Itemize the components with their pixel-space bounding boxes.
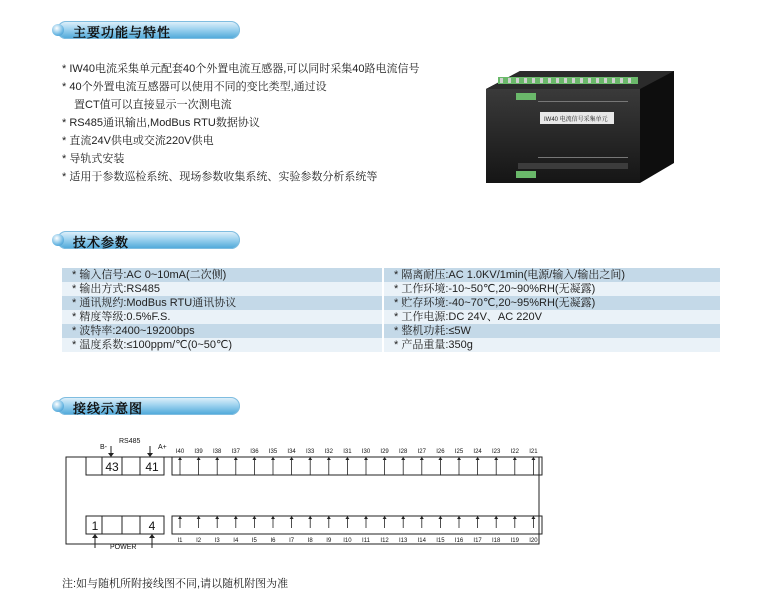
bottom-terminal-label: I6 xyxy=(270,538,276,544)
spec-cell: * 工作电源:DC 24V、AC 220V xyxy=(383,310,720,324)
spec-cell: * 通讯规约:ModBus RTU通讯协议 xyxy=(62,296,383,310)
bottom-terminal-label: I13 xyxy=(399,538,408,544)
feature-item: * 直流24V供电或交流220V供电 xyxy=(62,135,214,147)
title-bullet-icon xyxy=(52,400,64,412)
bottom-terminal-label: I14 xyxy=(417,538,426,544)
top-terminal-label: I26 xyxy=(436,449,445,455)
a-plus-label: A+ xyxy=(158,444,167,451)
spec-row xyxy=(62,338,720,352)
rs485-label: RS485 xyxy=(119,438,141,445)
bottom-terminal-label: I15 xyxy=(436,538,445,544)
section-title-text: 技术参数 xyxy=(73,235,130,250)
bottom-terminal-label: I10 xyxy=(343,538,352,544)
wiring-diagram xyxy=(60,425,560,555)
spec-cell: * 输出方式:RS485 xyxy=(62,282,383,296)
terminal-41: 41 xyxy=(145,460,159,474)
top-terminal-label: I28 xyxy=(399,449,408,455)
feature-item: * 导轨式安装 xyxy=(62,153,125,165)
section-title-specs xyxy=(57,231,240,249)
top-terminal-label: I38 xyxy=(213,449,222,455)
spec-cell: * 温度系数:≤100ppm/℃(0~50℃) xyxy=(62,338,383,352)
top-terminal-label: I27 xyxy=(417,449,426,455)
section-title-wiring xyxy=(57,397,240,415)
top-terminal-label: I37 xyxy=(231,449,240,455)
spec-row xyxy=(62,324,720,338)
bottom-terminal-label: I1 xyxy=(177,538,183,544)
top-terminal-label: I32 xyxy=(324,449,333,455)
feature-list xyxy=(62,60,452,186)
top-terminal-label: I31 xyxy=(343,449,352,455)
top-terminal-label: I22 xyxy=(510,449,519,455)
spec-row xyxy=(62,282,720,296)
top-terminal-label: I33 xyxy=(306,449,315,455)
section-title-text: 主要功能与特性 xyxy=(73,25,172,40)
bottom-terminal-label: I19 xyxy=(510,538,519,544)
feature-item: * IW40电流采集单元配套40个外置电流互感器,可以同时采集40路电流信号 xyxy=(62,63,420,75)
title-bullet-icon xyxy=(52,234,64,246)
footnote: 注:如与随机所附接线图不同,请以随机附图为准 xyxy=(62,578,289,590)
spec-cell: * 隔离耐压:AC 1.0KV/1min(电源/输入/输出之间) xyxy=(383,268,720,282)
top-terminal-label: I29 xyxy=(380,449,389,455)
spec-row xyxy=(62,310,720,324)
feature-item: * 40个外置电流互感器可以使用不同的变比类型,通过设 xyxy=(62,81,327,93)
top-terminal-strip xyxy=(172,457,542,475)
top-terminal-label: I34 xyxy=(287,449,296,455)
feature-item: 置CT值可以直接显示一次测电流 xyxy=(74,99,232,111)
top-terminal-label: I35 xyxy=(268,449,278,455)
top-terminal-label: I36 xyxy=(250,449,259,455)
bottom-terminal-label: I2 xyxy=(196,538,202,544)
spec-row xyxy=(62,296,720,310)
top-terminal-label: I25 xyxy=(454,449,464,455)
svg-text:IW40 电流信号采集单元: IW40 电流信号采集单元 xyxy=(544,117,608,123)
spec-table xyxy=(62,268,720,352)
spec-cell: * 产品重量:350g xyxy=(383,338,720,352)
spec-row xyxy=(62,268,720,282)
terminal-4: 4 xyxy=(148,519,156,533)
section-title-text: 接线示意图 xyxy=(73,401,144,416)
top-terminal-label: I30 xyxy=(361,449,371,455)
bottom-terminal-label: I4 xyxy=(233,538,239,544)
feature-item: * RS485通讯输出,ModBus RTU数据协议 xyxy=(62,117,260,129)
bottom-terminal-label: I9 xyxy=(326,538,332,544)
bottom-terminal-strip xyxy=(172,516,542,534)
feature-item: * 适用于参数巡检系统、现场参数收集系统、实验参数分析系统等 xyxy=(62,171,378,183)
bottom-terminal-label: I16 xyxy=(454,538,464,544)
bottom-terminal-label: I17 xyxy=(473,538,482,544)
terminal-43: 43 xyxy=(105,460,119,474)
power-label: POWER xyxy=(110,544,137,551)
top-terminal-label: I21 xyxy=(529,449,538,455)
bottom-terminal-label: I3 xyxy=(214,538,220,544)
spec-cell: * 精度等级:0.5%F.S. xyxy=(62,310,383,324)
title-bullet-icon xyxy=(52,24,64,36)
top-terminal-label: I39 xyxy=(194,449,203,455)
b-minus-label: B- xyxy=(100,444,107,451)
bottom-terminal-label: I20 xyxy=(529,538,538,544)
section-title-features xyxy=(57,21,240,39)
spec-cell: * 输入信号:AC 0~10mA(二次侧) xyxy=(62,268,383,282)
bottom-terminal-label: I7 xyxy=(289,538,295,544)
module-outline xyxy=(66,457,539,544)
terminal-1: 1 xyxy=(91,519,99,533)
bottom-terminal-label: I5 xyxy=(251,538,257,544)
device-image xyxy=(478,67,678,187)
spec-cell: * 整机功耗:≤5W xyxy=(383,324,720,338)
bottom-terminal-label: I12 xyxy=(380,538,389,544)
bottom-terminal-label: I18 xyxy=(492,538,501,544)
top-terminal-label: I24 xyxy=(473,449,482,455)
bottom-terminal-label: I11 xyxy=(362,538,370,544)
top-terminal-label: I23 xyxy=(492,449,501,455)
spec-cell: * 波特率:2400~19200bps xyxy=(62,324,383,338)
bottom-terminal-label: I8 xyxy=(307,538,313,544)
spec-cell: * 工作环境:-10~50℃,20~90%RH(无凝露) xyxy=(383,282,720,296)
spec-cell: * 贮存环境:-40~70℃,20~95%RH(无凝露) xyxy=(383,296,720,310)
top-terminal-label: I40 xyxy=(175,449,185,455)
